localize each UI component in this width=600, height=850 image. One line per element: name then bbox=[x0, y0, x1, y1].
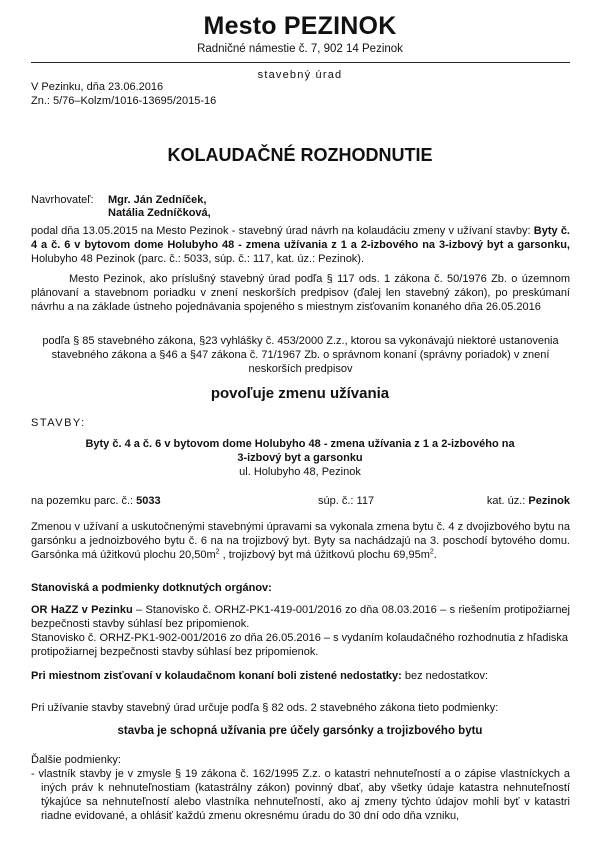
sup-label: súp. č.: bbox=[318, 495, 354, 507]
file-number: Zn.: 5/76–Kolzm/1016-13695/2015-16 bbox=[31, 95, 217, 107]
para1-building-name: Byty č. 4 a č. 6 v bytovom dome Holubyho 48 - zmena užívania z 1 a 2-izbového na 3-izbový byt a garsonku, bbox=[31, 225, 570, 251]
para4-text-c: . bbox=[433, 549, 437, 561]
municipality-address: Radničné námestie č. 7, 902 14 Pezinok bbox=[197, 43, 403, 55]
conditions-intro: Pri užívanie stavby stavebný úrad určuje podľa § 82 ods. 2 stavebného zákona tieto podmienky: bbox=[31, 702, 499, 714]
opinion-text-1: – Stanovisko č. ORHZ-PK1-419-001/2016 zo dňa 08.03.2016 – s riešením protipožiarnej bezpečnosti stavby súhlasí bez pripomienok. bbox=[31, 604, 570, 630]
para4-text-a: Zmenou v užívaní a uskutočnenými stavebnými úpravami sa vykonala zmena bytu č. 4 z dvojizbového bytu na garsónku a jednoizbového bytu č. 6 na na trojizbový byt. Byty sa nachádzajú na 3. poschodí bytového domu. Garsónka má úžitkovú plochu 20,50m bbox=[31, 521, 570, 561]
paragraph-change-description bbox=[31, 520, 570, 562]
kat-label: kat. úz.: bbox=[486, 495, 526, 507]
parcel-value: 5033 bbox=[136, 495, 161, 507]
findings-text: bez nedostatkov: bbox=[401, 670, 489, 682]
sup-value: 117 bbox=[356, 495, 375, 507]
applicant-name-2: Natália Zedníčková, bbox=[108, 207, 211, 219]
header-divider bbox=[31, 62, 570, 63]
building-street: ul. Holubyho 48, Pezinok bbox=[239, 466, 361, 478]
paragraph-legal-basis: podľa § 85 stavebného zákona, §23 vyhlášky č. 453/2000 Z.z., ktorou sa vykonávajú niektoré ustanovenia stavebného zákona a §46 a §47 zákona č. 71/1967 Zb. o správnom konaní (správny poriadok) v znení neskorších predpisov bbox=[42, 335, 559, 375]
paragraph-authority: Mesto Pezinok, ako príslušný stavebný úrad podľa § 117 ods. 1 zákona č. 50/1976 Zb. o územnom plánovaní a stavebnom poriadku v znení neskorších predpisov (ďalej len stavebný zákon), po preskúmaní návrhu a na základe ústneho pojednávania spojeného s miestnym zisťovaním konaného dňa 26.05.2016 bbox=[31, 273, 570, 313]
document-title: KOLAUDAČNÉ ROZHODNUTIE bbox=[167, 145, 433, 165]
further-conditions-heading: Ďalšie podmienky: bbox=[31, 754, 121, 766]
cadastral-area bbox=[487, 494, 570, 508]
paragraph-application bbox=[31, 224, 570, 266]
applicant-label: Navrhovateľ: bbox=[31, 194, 94, 206]
sup-squared-1: 2 bbox=[215, 548, 220, 556]
para1-text-b: Holubyho 48 Pezinok (parc. č.: 5033, súp. č.: 117, kat. úz.: Pezinok). bbox=[31, 253, 365, 265]
findings-line bbox=[31, 669, 488, 683]
opinion-1 bbox=[31, 603, 570, 631]
para4-text-b: , trojizbový byt má úžitkovú plochu 69,95m bbox=[219, 549, 430, 561]
registry-number bbox=[318, 494, 374, 508]
office-name: stavebný úrad bbox=[257, 69, 343, 81]
para1-text-a: podal dňa 13.05.2015 na Mesto Pezinok - stavebný úrad návrh na kolaudáciu zmeny v užívaní stavby: bbox=[31, 225, 534, 237]
parcel-number bbox=[31, 494, 161, 508]
municipality-title: Mesto PEZINOK bbox=[203, 12, 397, 40]
kat-value: Pezinok bbox=[528, 495, 570, 507]
date-line: V Pezinku, dňa 23.06.2016 bbox=[31, 81, 164, 93]
applicant-name-1: Mgr. Ján Zedníček, bbox=[108, 194, 207, 206]
parcel-label: na pozemku parc. č.: bbox=[31, 495, 134, 507]
fitness-statement: stavba je schopná užívania pre účely garsónky a trojizbového bytu bbox=[117, 725, 483, 737]
sup-squared-2: 2 bbox=[429, 548, 434, 556]
building-name-line-2: 3-izbový byt a garsonku bbox=[237, 452, 363, 464]
findings-bold: Pri miestnom zisťovaní v kolaudačnom konaní boli zistené nedostatky: bbox=[31, 670, 402, 682]
stavby-heading: STAVBY: bbox=[31, 417, 86, 429]
further-condition-item-1: - vlastník stavby je v zmysle § 19 zákona č. 162/1995 Z.z. o katastri nehnuteľností a o zápise vlastníckych a iných práv k nehnuteľnostiam (katastrálny zákon) povinný dbať, aby všetky údaje katastra nehnuteľností týkajúce sa nehnuteľností alebo vlastníka nehnuteľností, ako aj zmeny týchto údajov mohli byť v katastri riadne evidované, a ohlásiť každú zmenu okresnému úradu do 30 dní odo dňa vzniku, bbox=[31, 768, 570, 822]
opinion-org: OR HaZZ v Pezinku bbox=[31, 604, 133, 616]
building-name-line-1: Byty č. 4 a č. 6 v bytovom dome Holubyho 48 - zmena užívania z 1 a 2-izbového na bbox=[85, 438, 515, 450]
opinions-heading: Stanoviská a podmienky dotknutých orgánov: bbox=[31, 582, 272, 594]
opinion-2: Stanovisko č. ORHZ-PK1-902-001/2016 zo dňa 26.05.2016 – s vydaním kolaudačného rozhodnutia z hľadiska protipožiarnej bezpečnosti stavby súhlasí bez pripomienok. bbox=[31, 632, 569, 658]
decision-heading: povoľuje zmenu užívania bbox=[210, 385, 390, 402]
